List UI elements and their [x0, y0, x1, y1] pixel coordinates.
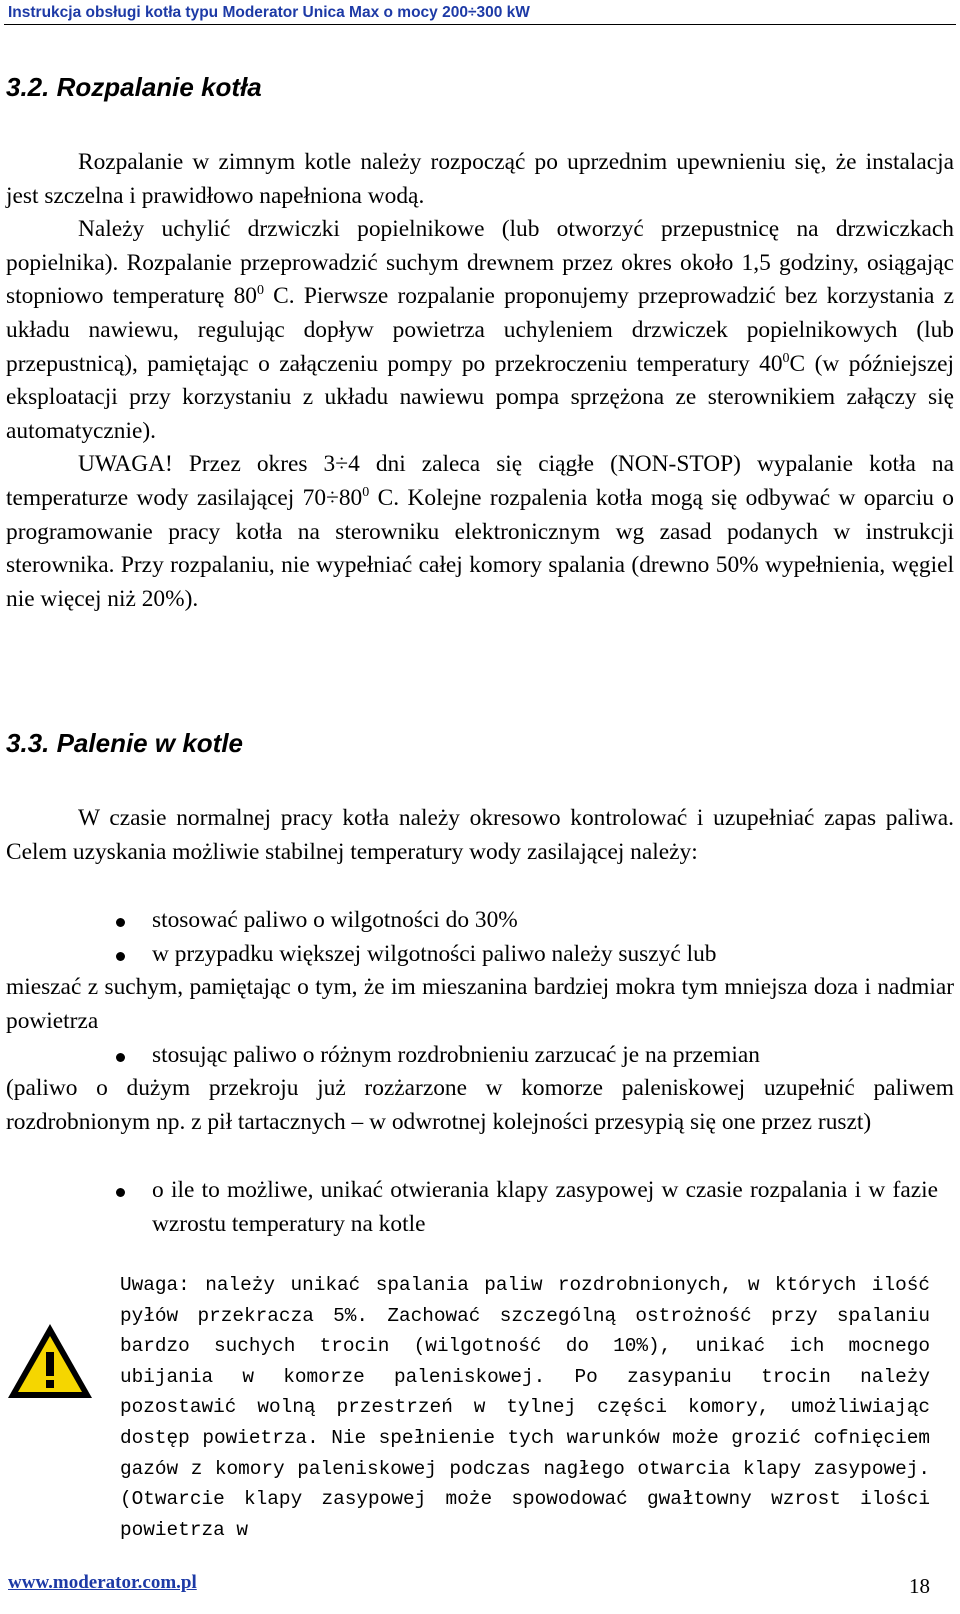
page-number: 18	[909, 1574, 930, 1598]
list-item-continuation: (paliwo o dużym przekroju już rozżarzone w komorze paleniskowej uzupełnić paliwem rozdrobnionym np. z pił tartacznych – w odwrotnej kolejności przesypią się one przez ruszt)	[6, 1075, 954, 1135]
document-header-title: Instrukcja obsługi kotła typu Moderator Unica Max o mocy 200÷300 kW	[8, 4, 530, 21]
bullet-icon	[116, 952, 125, 961]
section-3-3-intro	[6, 802, 954, 869]
paragraph-ignition: Należy uchylić drzwiczki popielnikowe (lub otworzyć przepustnicę na drzwiczkach popielnika). Rozpalanie przeprowadzić suchym drewnem przez okres około 1,5 godziny, osiągając stopniowo temperaturę $80^0$ C. Pierwsze rozpalanie proponujemy przeprowadzić bez korzystania z układu nawiewu, regulując dopływ powietrza uchyleniem drzwiczek popielnikowych (lub przepustnicą), pamiętając o załączeniu pompy po przekroczeniu temperatury $40^0C$ (w późniejszej eksploatacji przy korzystaniu z układu nawiewu pompa sprzężona ze sterownikiem załączy się automatycznie).	[6, 216, 954, 444]
bullet-icon	[116, 1053, 125, 1062]
list-item-continuation: mieszać z suchym, pamiętając o tym, że im mieszanina bardziej mokra tym mniejsza doza i nadmiar powietrza	[6, 974, 954, 1034]
bullet-icon	[116, 918, 125, 927]
list-item: o ile to możliwe, unikać otwierania klapy zasypowej w czasie rozpalania i w fazie wzrostu temperatury na kotle	[108, 1174, 938, 1241]
paragraph-normal-operation: W czasie normalnej pracy kotła należy okresowo kontrolować i uzupełniać zapas paliwa. Celem uzyskania możliwie stabilnej temperatury wody zasilającej należy:	[6, 805, 954, 865]
paragraph-intro: Rozpalanie w zimnym kotle należy rozpocząć po uprzednim upewnieniu się, że instalacja jest szczelna i prawidłowo napełniona wodą.	[6, 149, 954, 209]
bullet-icon	[116, 1188, 125, 1197]
warning-text: Uwaga: należy unikać spalania paliw rozdrobnionych, w których ilość pyłów przekracza 5%. Zachować szczególną ostrożność przy spalaniu bardzo suchych trocin (wilgotność do 10%), unikać ich mocnego ubijania w komorze paleniskowej. Po zasypaniu trocin należy pozostawić wolną przestrzeń w tylnej części komory, umożliwiając dostęp powietrza. Nie spełnienie tych warunków może grozić cofnięciem gazów z komory paleniskowej podczas nagłego otwarcia klapy zasypowej. (Otwarcie klapy zasypowej może spowodować gwałtowny wzrost ilości powietrza w	[120, 1274, 930, 1541]
list-item: stosować paliwo o wilgotności do 30%	[108, 904, 938, 938]
footer-website-link[interactable]: www.moderator.com.pl	[8, 1572, 197, 1593]
section-heading-3-3: 3.3. Palenie w kotle	[6, 728, 243, 758]
paragraph-uwaga: UWAGA! Przez okres 3÷4 dni zaleca się ciągłe (NON-STOP) wypalanie kotła na temperaturze wody zasilającej $70\div 80^0$ C. Kolejne rozpalenia kotła mogą się odbywać w oparciu o programowanie pracy kotła na sterowniku elektronicznym wg zasad podanych w instrukcji sterownika. Przy rozpalaniu, nie wypełniać całej komory spalania (drewno 50% wypełnienia, węgiel nie więcej niż 20%).	[6, 451, 954, 612]
warning-triangle-icon	[4, 1318, 96, 1404]
section-heading-3-2: 3.2. Rozpalanie kotła	[6, 72, 262, 102]
section-3-2-body	[6, 146, 954, 616]
header-divider	[4, 24, 956, 25]
list-item: stosując paliwo o różnym rozdrobnieniu zarzucać je na przemian	[108, 1039, 938, 1073]
list-item: w przypadku większej wilgotności paliwo należy suszyć lub	[108, 938, 938, 972]
